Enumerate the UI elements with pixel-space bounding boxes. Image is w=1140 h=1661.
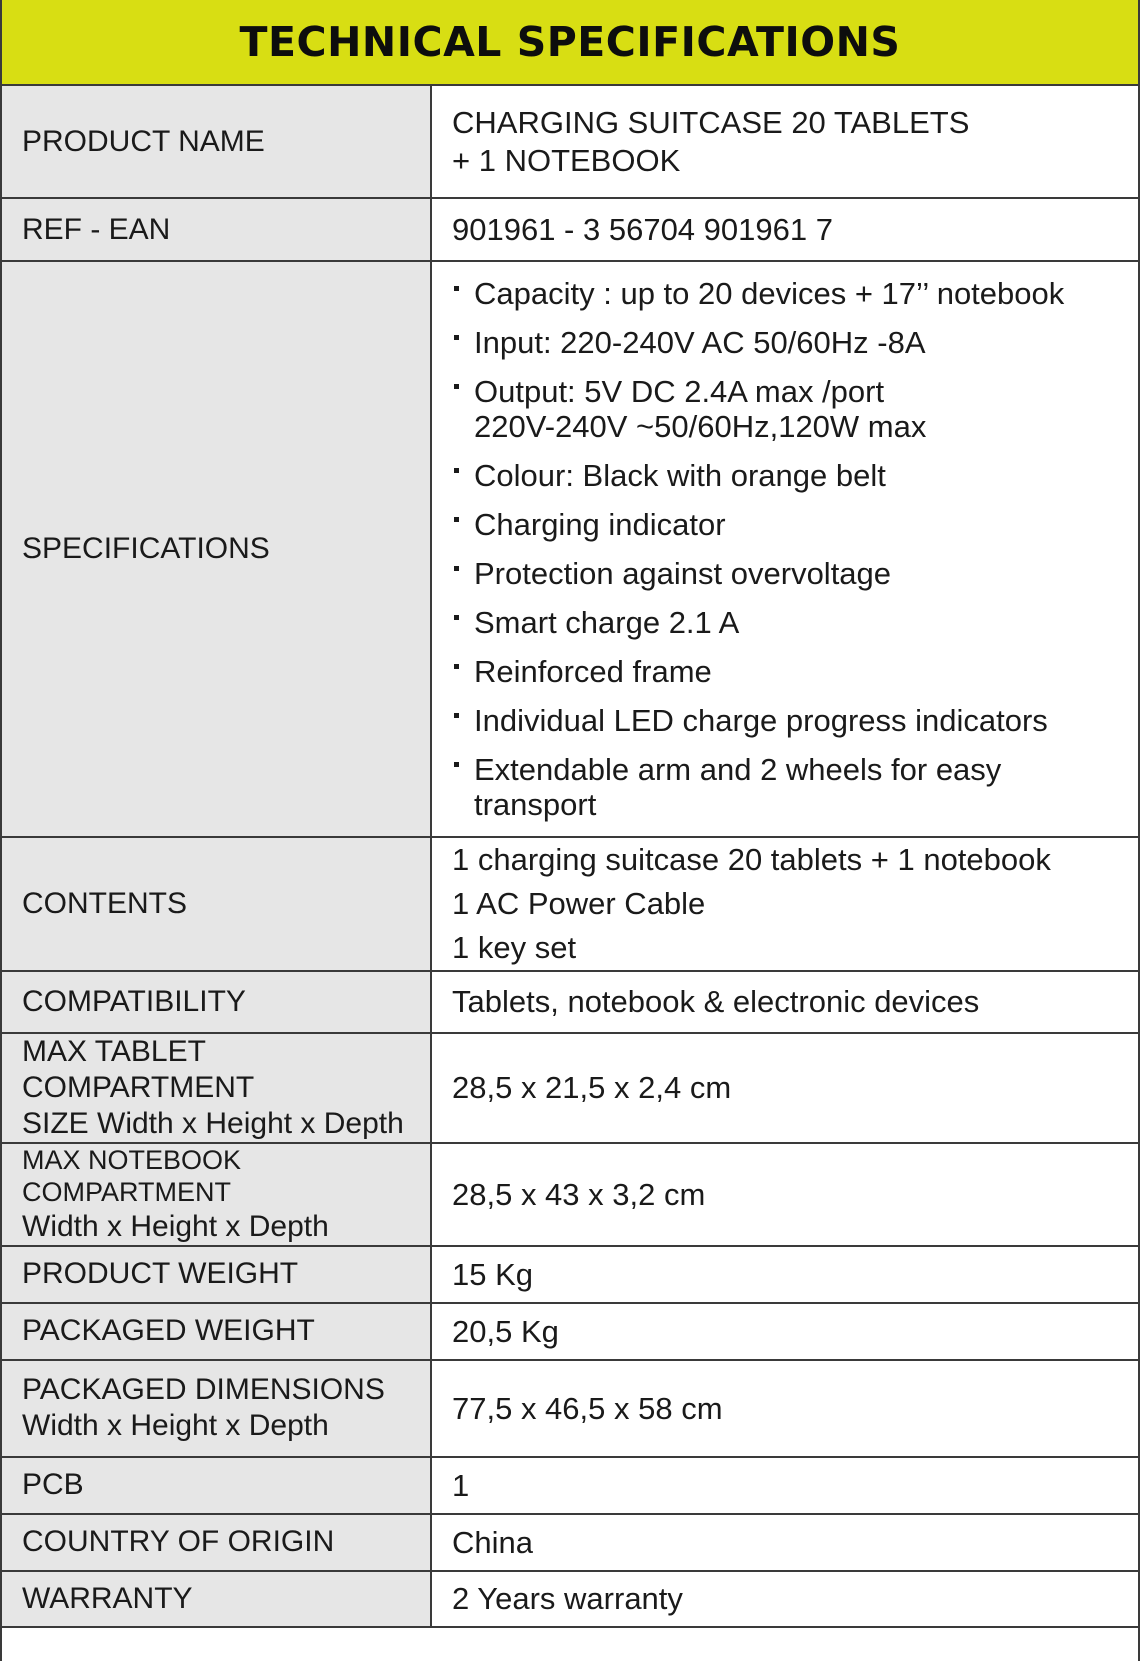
label-product-weight: PRODUCT WEIGHT (2, 1246, 431, 1303)
spec-item: Colour: Black with orange belt (452, 458, 1118, 493)
row-country (2, 1514, 1138, 1571)
spec-table (2, 86, 1138, 1628)
label-pcb: PCB (2, 1457, 431, 1514)
label-packaged-dimensions-line2: Width x Height x Depth (22, 1409, 329, 1443)
spec-item: Reinforced frame (452, 654, 1118, 689)
row-ref-ean (2, 198, 1138, 261)
row-compatibility (2, 971, 1138, 1033)
title-bar (2, 0, 1138, 86)
contents-item: 1 key set (452, 930, 577, 965)
value-max-tablet: 28,5 x 21,5 x 2,4 cm (431, 1033, 1138, 1143)
label-packaged-weight: PACKAGED WEIGHT (2, 1303, 431, 1360)
label-ref-ean: REF - EAN (2, 198, 431, 261)
row-packaged-weight (2, 1303, 1138, 1360)
spec-item: Charging indicator (452, 507, 1118, 542)
value-product-weight: 15 Kg (431, 1246, 1138, 1303)
row-pcb (2, 1457, 1138, 1514)
value-warranty: 2 Years warranty (431, 1571, 1138, 1627)
contents-item: 1 charging suitcase 20 tablets + 1 notebook (452, 842, 1051, 877)
row-product-name (2, 86, 1138, 198)
label-warranty: WARRANTY (2, 1571, 431, 1627)
label-max-tablet-line2: SIZE Width x Height x Depth (22, 1107, 404, 1140)
value-product-name-line2: + 1 NOTEBOOK (452, 142, 681, 178)
value-packaged-dimensions: 77,5 x 46,5 x 58 cm (431, 1360, 1138, 1457)
label-product-name: PRODUCT NAME (2, 86, 431, 198)
value-ref-ean: 901961 - 3 56704 901961 7 (431, 198, 1138, 261)
label-max-tablet-line1: MAX TABLET COMPARTMENT (22, 1035, 255, 1104)
row-warranty (2, 1571, 1138, 1627)
spec-item: Individual LED charge progress indicators (452, 703, 1118, 738)
value-contents (431, 837, 1138, 971)
label-contents: CONTENTS (2, 837, 431, 971)
label-max-notebook-line2: Width x Height x Depth (22, 1209, 329, 1243)
label-compatibility: COMPATIBILITY (2, 971, 431, 1033)
label-packaged-dimensions (2, 1360, 431, 1457)
value-country: China (431, 1514, 1138, 1571)
label-max-notebook-line1: MAX NOTEBOOK COMPARTMENT (22, 1145, 242, 1208)
row-max-tablet (2, 1033, 1138, 1143)
value-specifications (431, 261, 1138, 837)
spec-item: Extendable arm and 2 wheels for easy transport (452, 752, 1034, 822)
spec-item: Output: 5V DC 2.4A max /port 220V-240V ~50/60Hz,120W max (452, 374, 944, 444)
row-product-weight (2, 1246, 1138, 1303)
spec-list (452, 276, 1118, 822)
value-packaged-weight: 20,5 Kg (431, 1303, 1138, 1360)
row-max-notebook (2, 1143, 1138, 1246)
label-max-notebook (2, 1143, 431, 1246)
label-packaged-dimensions-line1: PACKAGED DIMENSIONS (22, 1373, 385, 1407)
row-packaged-dimensions (2, 1360, 1138, 1457)
contents-item: 1 AC Power Cable (452, 886, 706, 921)
spec-item: Smart charge 2.1 A (452, 605, 1118, 640)
value-compatibility: Tablets, notebook & electronic devices (431, 971, 1138, 1033)
value-product-name (431, 86, 1138, 198)
row-contents (2, 837, 1138, 971)
spec-item: Protection against overvoltage (452, 556, 1118, 591)
label-country: COUNTRY OF ORIGIN (2, 1514, 431, 1571)
spec-item: Capacity : up to 20 devices + 17’’ notebook (452, 276, 1118, 311)
label-specifications: SPECIFICATIONS (2, 261, 431, 837)
value-product-name-line1: CHARGING SUITCASE 20 TABLETS (452, 105, 970, 141)
spec-item: Input: 220-240V AC 50/60Hz -8A (452, 325, 1118, 360)
value-max-notebook: 28,5 x 43 x 3,2 cm (431, 1143, 1138, 1246)
page-title: TECHNICAL SPECIFICATIONS (239, 18, 901, 66)
value-pcb: 1 (431, 1457, 1138, 1514)
row-specifications (2, 261, 1138, 837)
label-max-tablet (2, 1033, 431, 1143)
